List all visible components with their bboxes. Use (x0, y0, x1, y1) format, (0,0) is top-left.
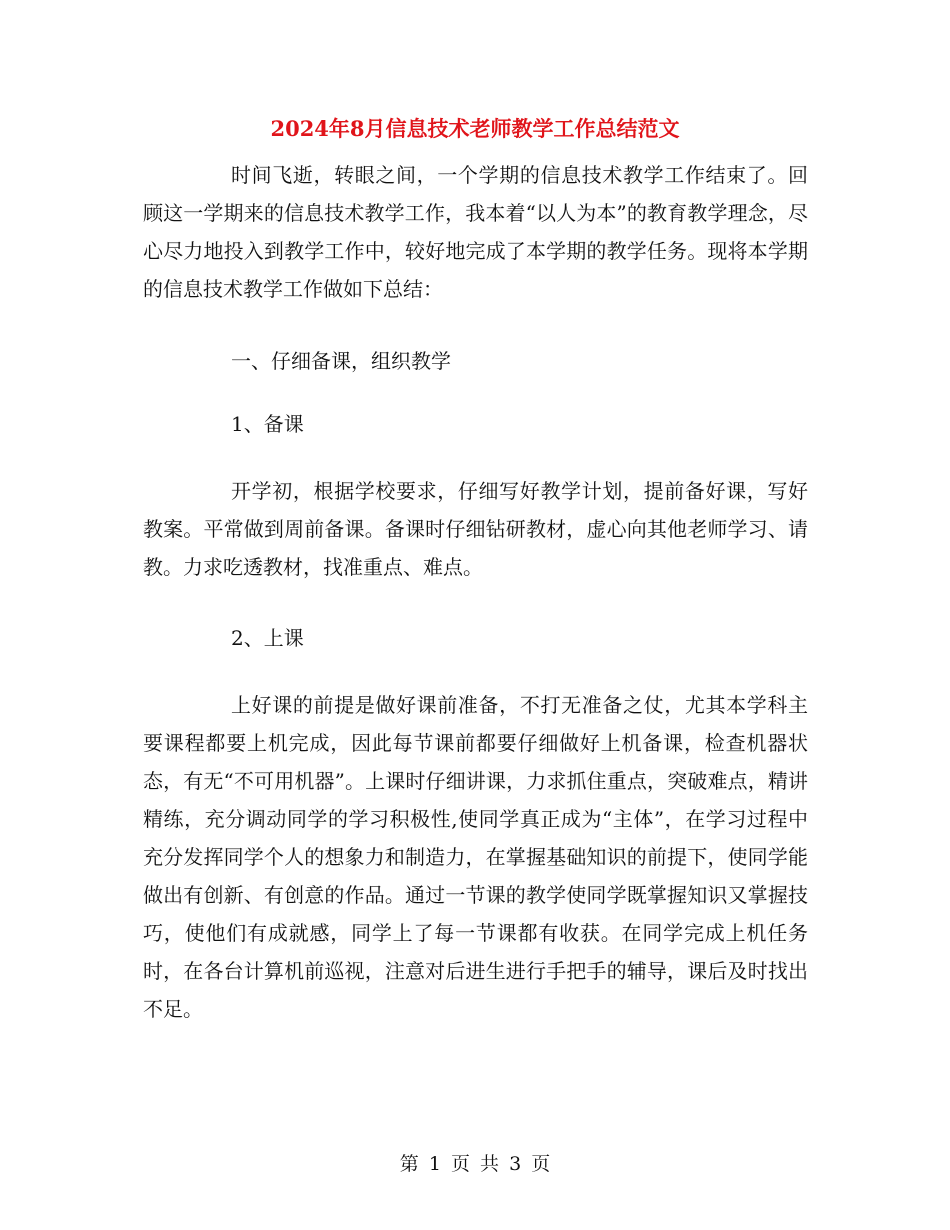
section-heading-1: 一、仔细备课，组织教学 (231, 349, 451, 373)
footer-total-pages: 3 (509, 1153, 522, 1175)
intro-paragraph: 时间飞逝，转眼之间，一个学期的信息技术教学工作结束了。回顾这一学期来的信息技术教学工作，我本着“以人为本”的教育教学理念，尽心尽力地投入到教学工作中，较好地完成了本学期的教学任务。现将本学期的信息技术教学工作做如下总结： (143, 163, 808, 301)
footer-prefix: 第 (399, 1153, 419, 1175)
subsection-heading-2: 2、上课 (231, 626, 304, 650)
lesson-prep-paragraph: 开学初，根据学校要求，仔细写好教学计划，提前备好课，写好教案。平常做到周前备课。备课时仔细钻研教材，虚心向其他老师学习、请教。力求吃透教材，找准重点、难点。 (143, 479, 808, 579)
document-title: 2024年8月信息技术老师教学工作总结范文 (270, 116, 680, 141)
footer-page-label: 页 (450, 1153, 470, 1175)
footer-total-label: 共 (480, 1153, 500, 1175)
footer-current-page: 1 (428, 1153, 441, 1175)
teaching-paragraph: 上好课的前提是做好课前准备，不打无准备之仗，尤其本学科主要课程都要上机完成，因此每节课前都要仔细做好上机备课，检查机器状态，有无“不可用机器”。上课时仔细讲课，力求抓住重点，突破难点，精讲精练，充分调动同学的学习积极性,使同学真正成为“主体”，在学习过程中充分发挥同学个人的想象力和制造力，在掌握基础知识的前提下，使同学能做出有创新、有创意的作品。通过一节课的教学使同学既掌握知识又掌握技巧，使他们有成就感，同学上了每一节课都有收获。在同学完成上机任务时，在各台计算机前巡视，注意对后进生进行手把手的辅导，课后及时找出不足。 (143, 693, 808, 1021)
page-footer (0, 1150, 950, 1178)
subsection-heading-1: 1、备课 (231, 412, 304, 436)
footer-suffix: 页 (531, 1153, 551, 1175)
